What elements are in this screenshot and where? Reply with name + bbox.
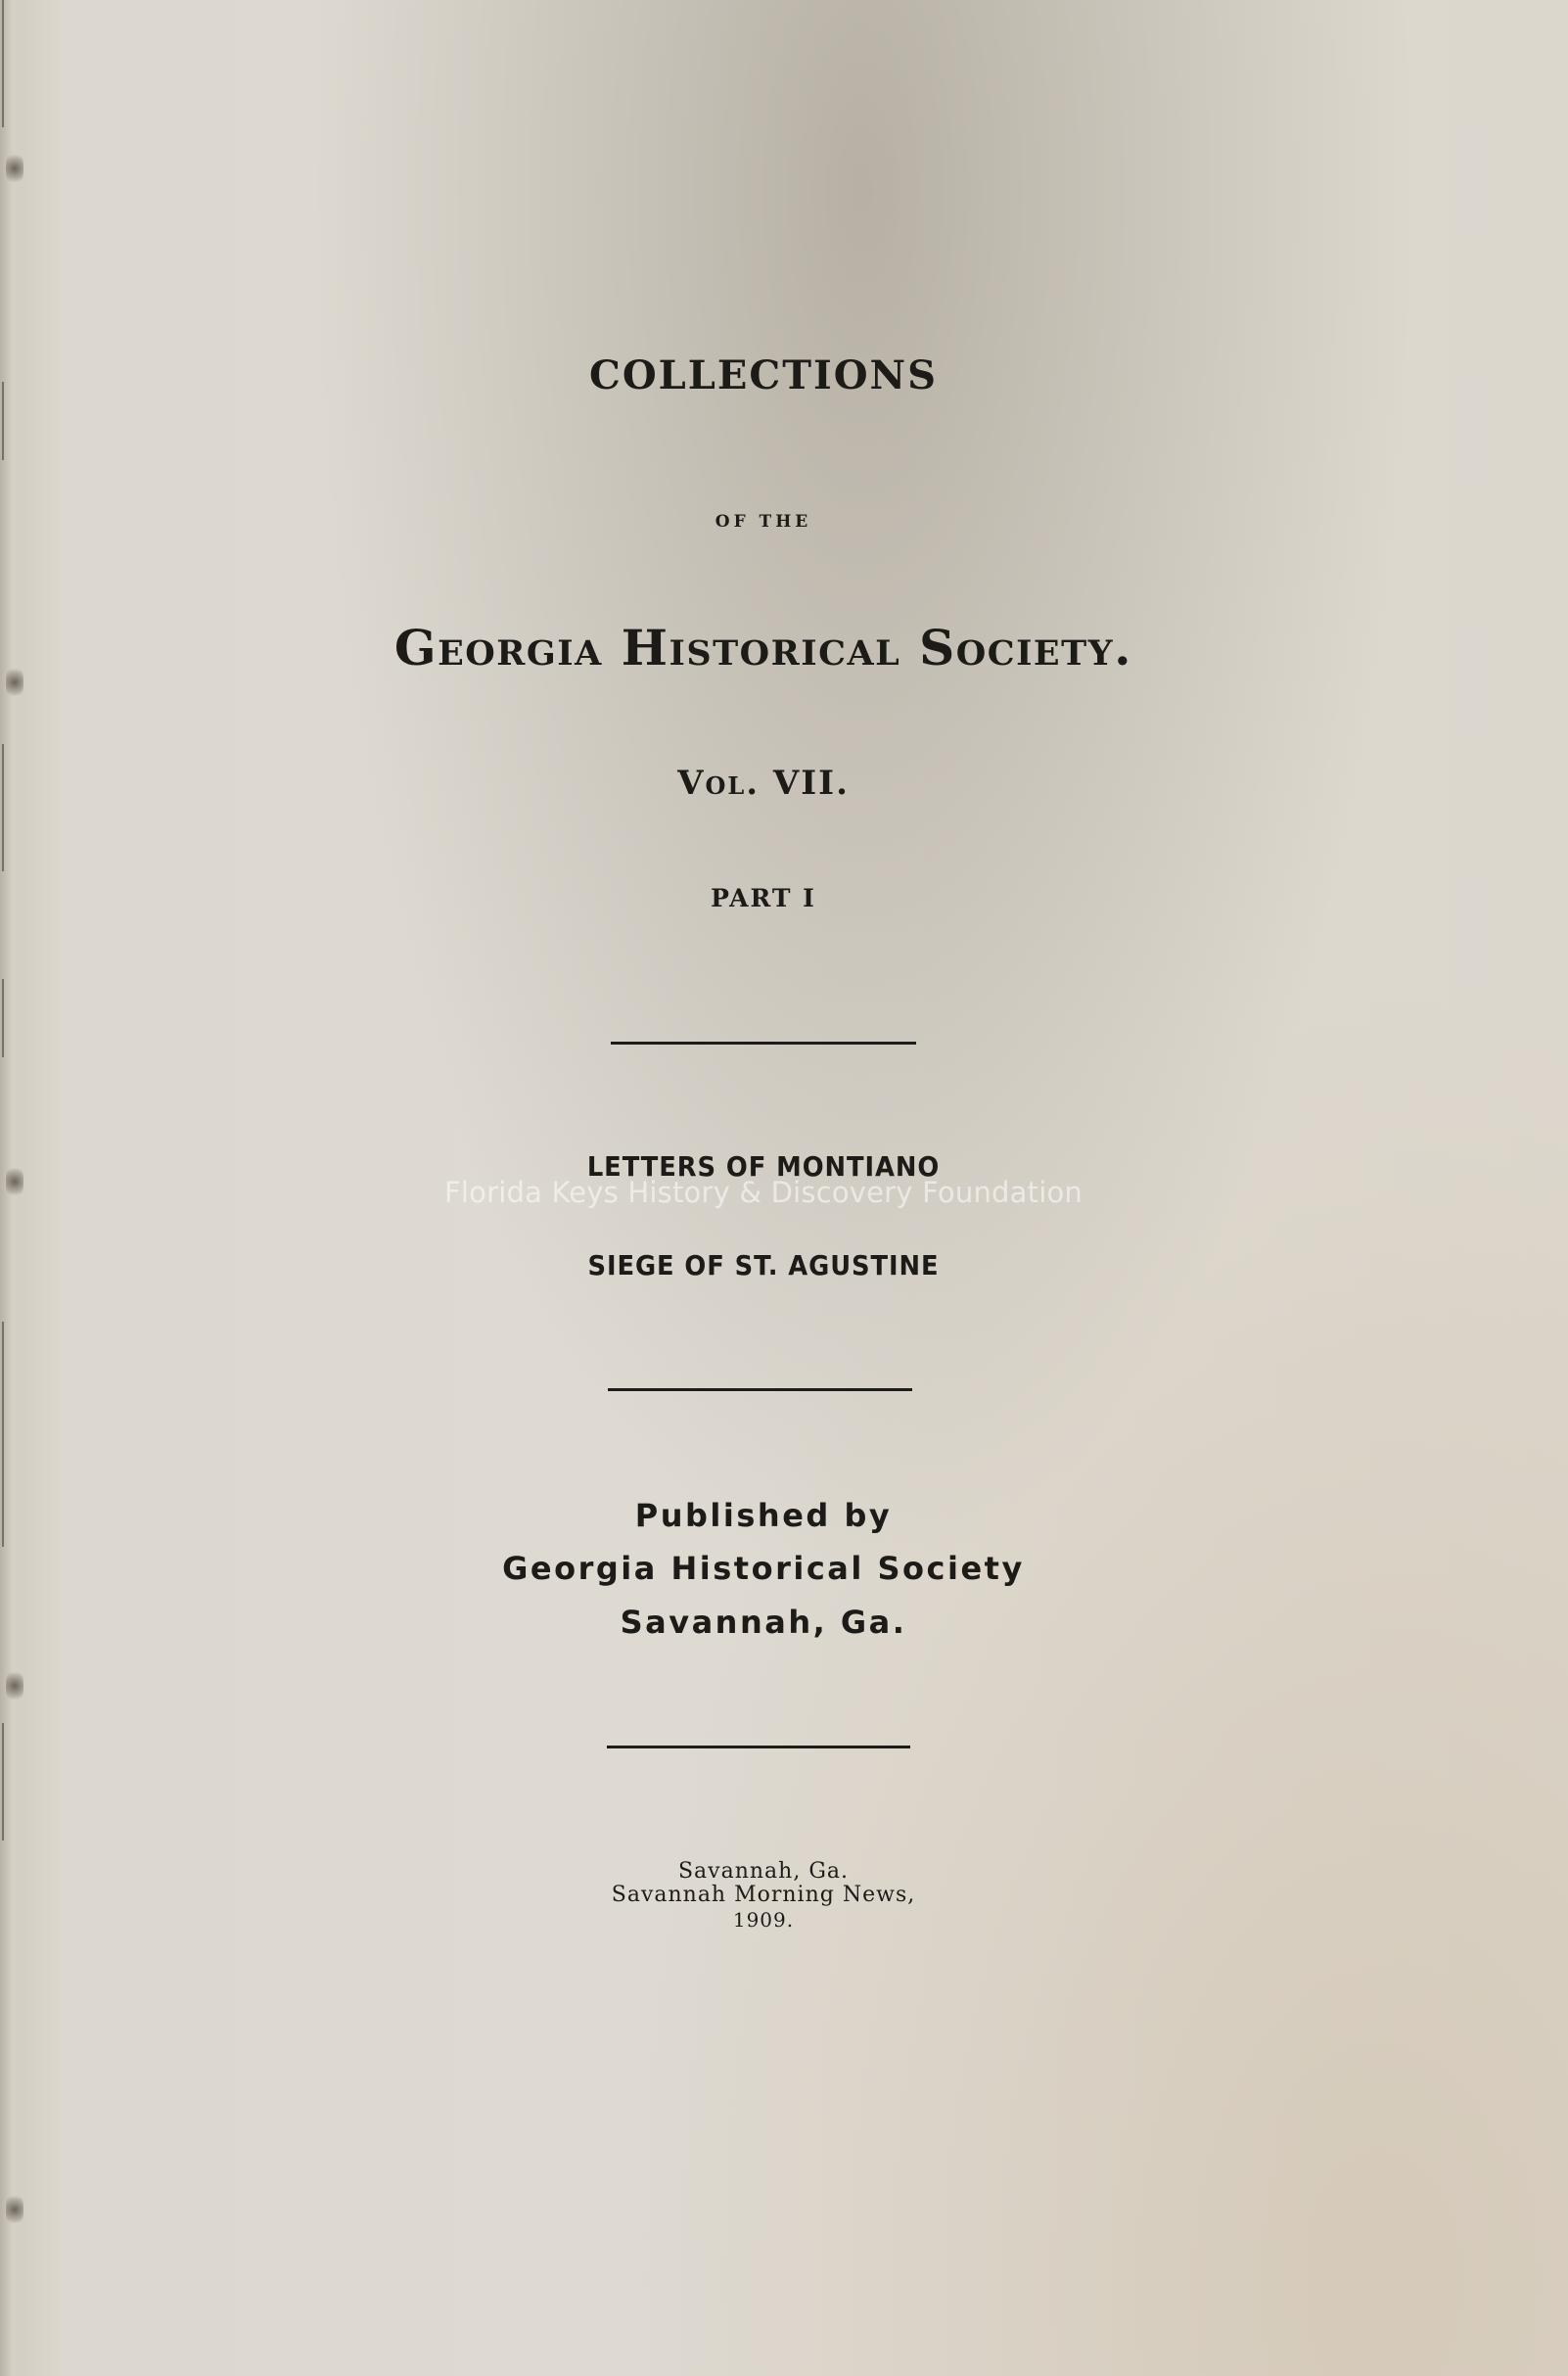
divider-rule: [611, 1042, 916, 1045]
divider-rule: [607, 1746, 910, 1748]
imprint-city: Savannah, Ga.: [677, 1859, 850, 1884]
publisher-line: Published by: [634, 1497, 893, 1534]
divider-rule: [608, 1388, 912, 1391]
binding-stitch: [6, 2193, 23, 2226]
imprint-year: 1909.: [732, 1908, 795, 1932]
volume-label: Vol. VII.: [677, 764, 850, 803]
contents-letters: LETTERS OF MONTIANO: [586, 1150, 941, 1183]
watermark-text: Florida Keys History & Discovery Foundation: [444, 1176, 1083, 1209]
publisher-location: Savannah, Ga.: [620, 1604, 907, 1641]
collections-heading: COLLECTIONS: [588, 352, 939, 398]
binding-line: [2, 0, 4, 127]
binding-line: [2, 979, 4, 1057]
publisher-name: Georgia Historical Society: [502, 1550, 1025, 1587]
binding-stitch: [6, 152, 23, 185]
binding-line: [2, 1723, 4, 1840]
of-the-label: OF THE: [715, 512, 812, 532]
society-title: Georgia Historical Society.: [393, 619, 1133, 676]
contents-siege: SIEGE OF ST. AGUSTINE: [587, 1249, 940, 1281]
part-label: PART I: [711, 884, 816, 912]
imprint-printer: Savannah Morning News,: [611, 1883, 916, 1907]
binding-stitch: [6, 1669, 23, 1702]
